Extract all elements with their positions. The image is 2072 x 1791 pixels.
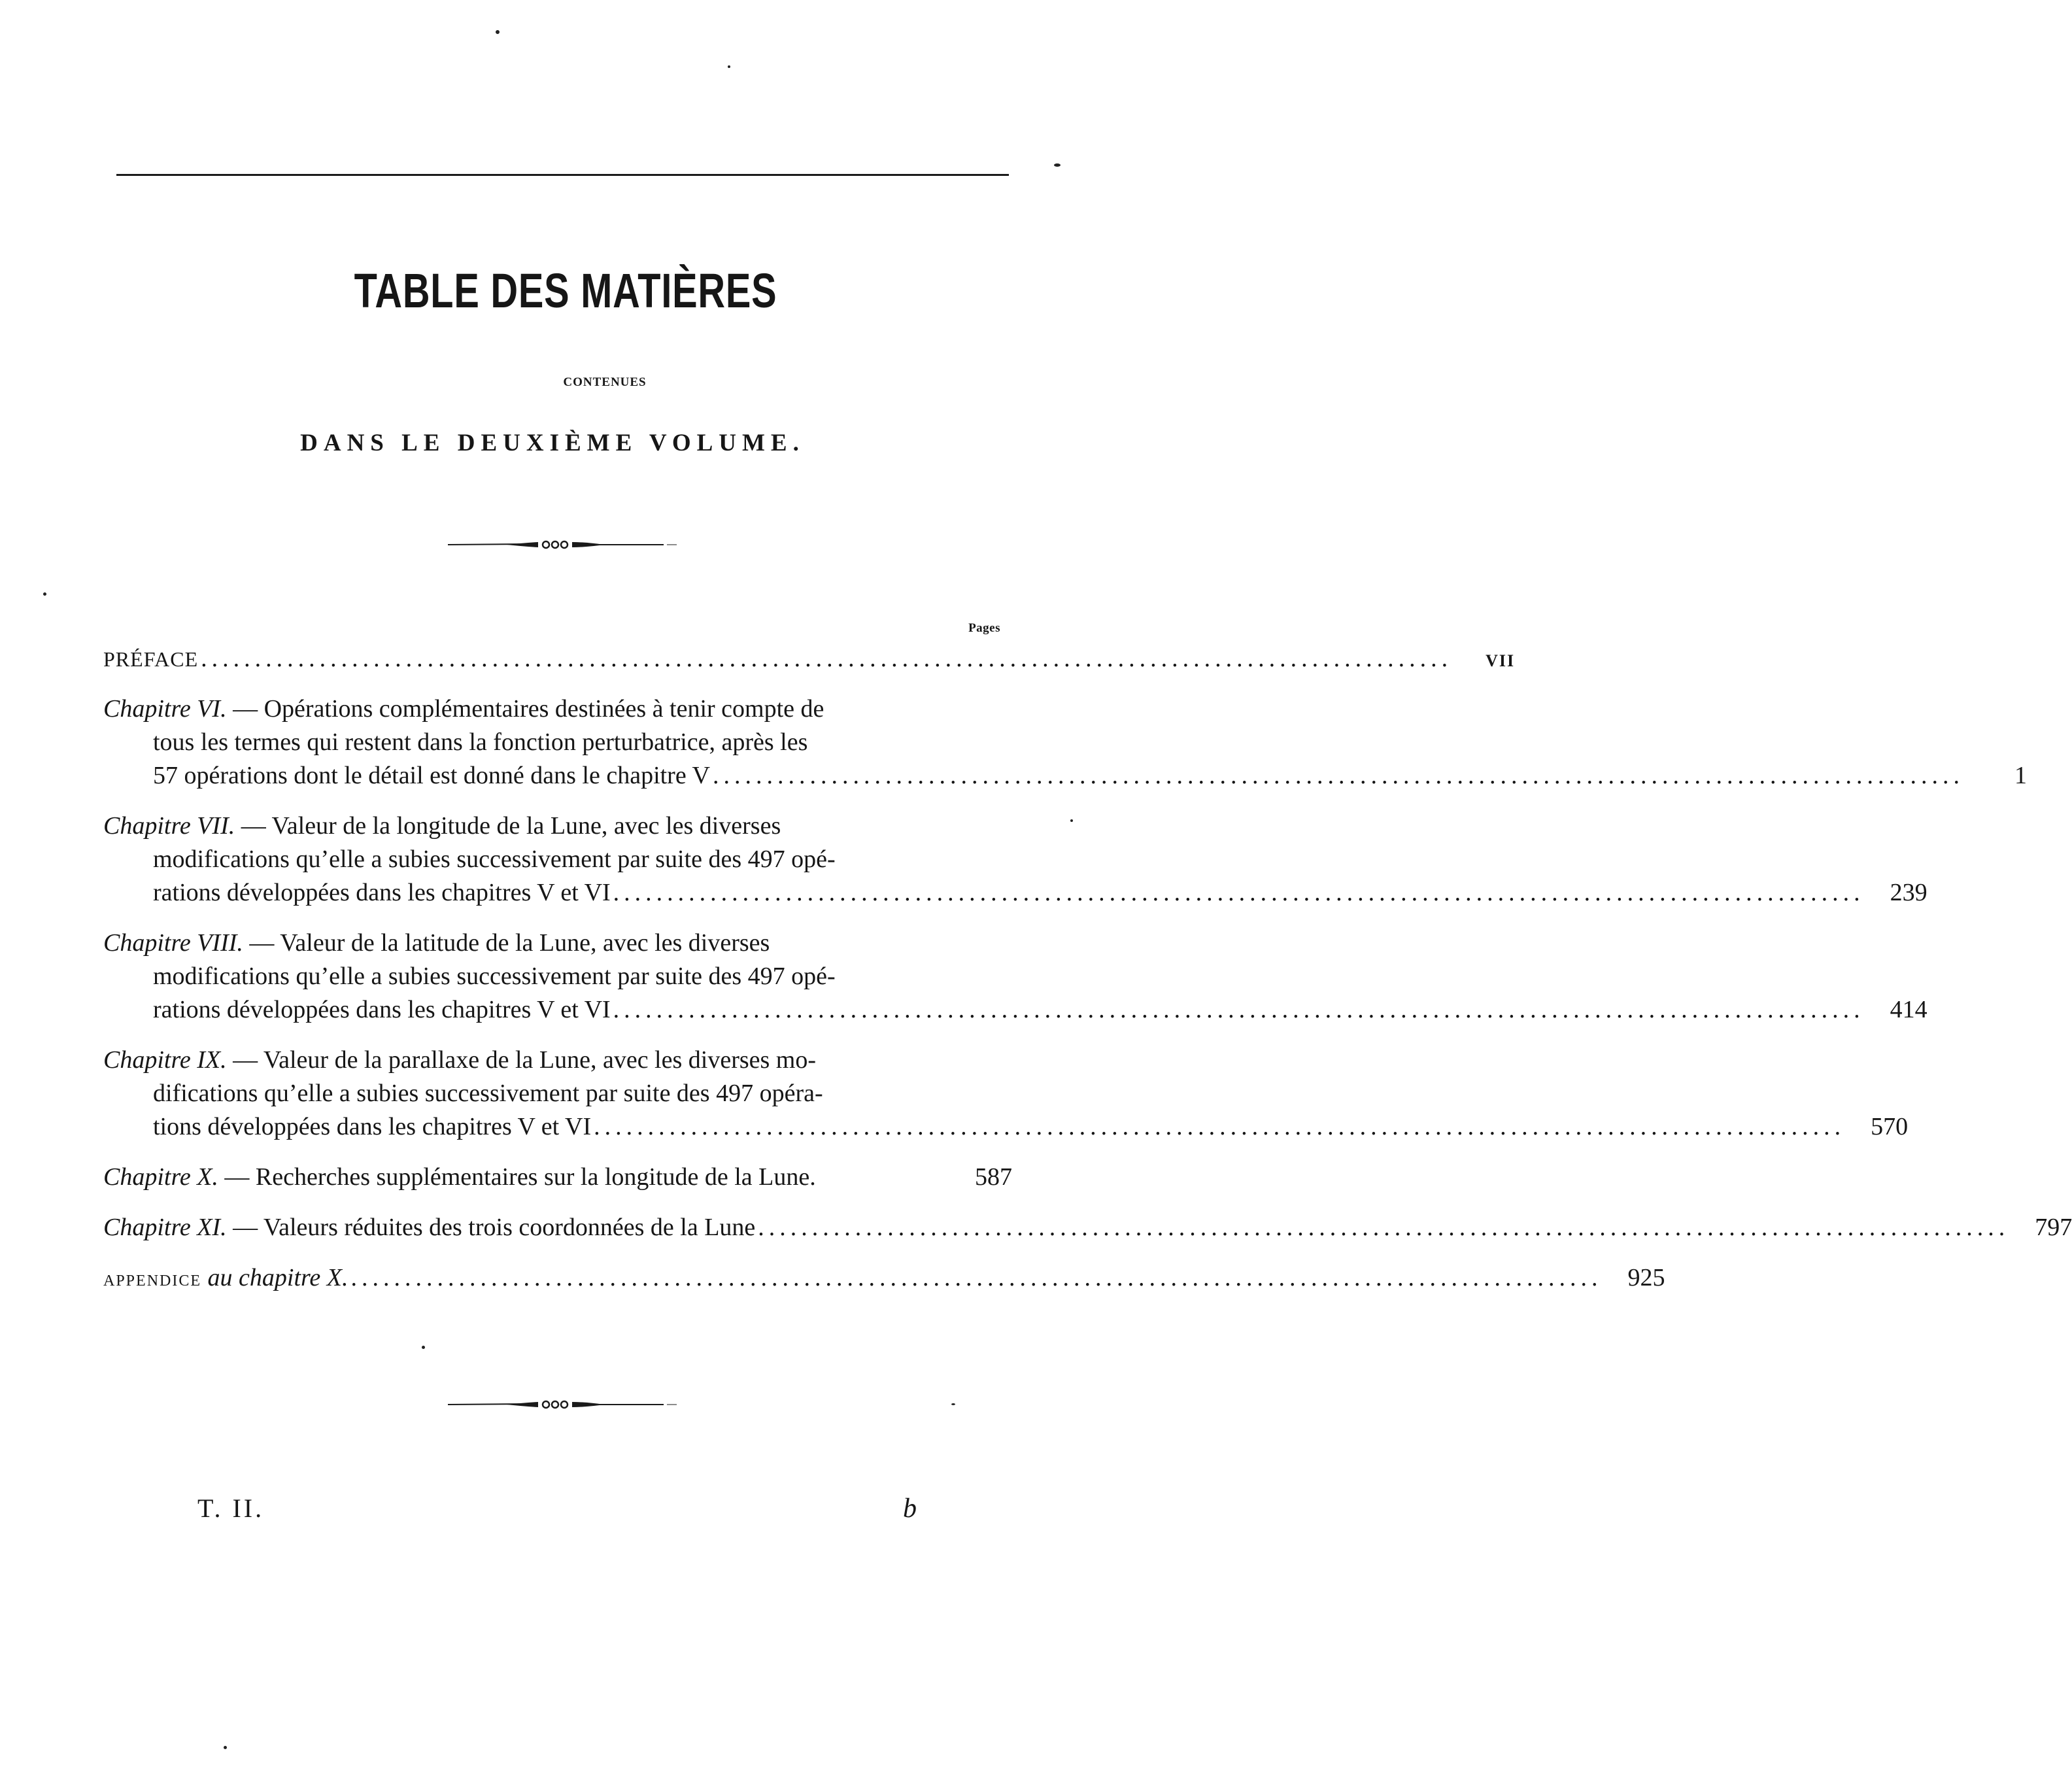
- entry-label: Chapitre VI.: [103, 695, 227, 723]
- entry-page: 570: [1871, 1113, 1909, 1140]
- toc-entry-appendice[interactable]: [103, 1261, 1665, 1295]
- entry-page: 797: [2035, 1214, 2072, 1241]
- scan-speck: [422, 1346, 425, 1349]
- dot-leader: ....................................................................................................................: [613, 879, 1865, 906]
- entry-page: 925: [1627, 1264, 1665, 1291]
- dot-leader: ....................................................................................................................: [613, 996, 1865, 1023]
- entry-text-line: — Valeurs réduites des trois coordonnées de la Lune: [233, 1214, 756, 1241]
- toc-entry-preface[interactable]: [103, 642, 1516, 675]
- toc-entry-chapitre-ix[interactable]: [103, 1044, 1909, 1144]
- dot-leader: ....................................................................................................................: [201, 645, 1453, 672]
- ornament-divider-icon: [428, 1395, 677, 1414]
- entry-label: APPENDICE: [103, 1272, 202, 1289]
- entry-text-line: — Valeur de la longitude de la Lune, avec les diverses: [241, 812, 781, 840]
- toc-entry-chapitre-viii[interactable]: [103, 927, 1928, 1027]
- dot-leader: ....................................................................................................................: [712, 762, 1964, 789]
- entry-label: Chapitre X.: [103, 1163, 218, 1191]
- scan-speck: [224, 1746, 227, 1749]
- toc-entry-chapitre-xi[interactable]: [103, 1211, 2072, 1244]
- toc-entry-chapitre-vii[interactable]: [103, 810, 1928, 910]
- table-of-contents: [103, 621, 2072, 1312]
- toc-entry-chapitre-x[interactable]: [103, 1161, 1012, 1194]
- entry-page: 239: [1890, 879, 1928, 906]
- entry-text-line: difications qu’elle a subies successivement par suite des 497 opéra-: [153, 1080, 823, 1107]
- top-rule: [116, 174, 1009, 176]
- entry-text-line: rations développées dans les chapitres V et VI: [153, 996, 611, 1023]
- entry-text-line: — Opérations complémentaires destinées à tenir compte de: [233, 695, 824, 723]
- entry-text-line: — Recherches supplémentaires sur la longitude de la Lune.: [224, 1163, 816, 1191]
- entry-label: PRÉFACE: [103, 647, 199, 671]
- entry-text-line: modifications qu’elle a subies successivement par suite des 497 opé-: [153, 963, 836, 990]
- entry-label: Chapitre VII.: [103, 812, 235, 840]
- page-title: TABLE DES MATIÈRES: [354, 264, 777, 318]
- scan-speck: [728, 65, 730, 68]
- entry-text-line: — Valeur de la parallaxe de la Lune, avec les diverses mo-: [233, 1046, 817, 1074]
- entry-text-line: — Valeur de la latitude de la Lune, avec les diverses: [249, 929, 770, 957]
- entry-text-line: 57 opérations dont le détail est donné dans le chapitre V: [153, 762, 710, 789]
- entry-label: Chapitre IX.: [103, 1046, 227, 1074]
- dot-leader: ....................................................................................................................: [594, 1113, 1846, 1140]
- pages-column-label: Pages: [968, 621, 1000, 635]
- entry-text-line: tions développées dans les chapitres V et VI: [153, 1113, 592, 1140]
- entry-page: 414: [1890, 996, 1928, 1023]
- entry-text-line: tous les termes qui restent dans la fonction perturbatrice, après les: [153, 728, 808, 756]
- scan-speck: [43, 592, 46, 596]
- entry-page: 587: [975, 1163, 1012, 1191]
- subtitle-volume: DANS LE DEUXIÈME VOLUME.: [300, 430, 805, 456]
- ornament-divider-icon: [428, 535, 677, 554]
- entry-label: Chapitre XI.: [103, 1214, 227, 1241]
- signature-mark: b: [903, 1493, 917, 1524]
- entry-suffix: au chapitre X.: [207, 1264, 348, 1291]
- entry-page: VII: [1486, 651, 1516, 670]
- scan-speck: [496, 30, 500, 34]
- volume-marker: T. II.: [197, 1493, 265, 1523]
- scan-speck: [1054, 163, 1061, 167]
- entry-label: Chapitre VIII.: [103, 929, 243, 957]
- scan-speck: [1070, 819, 1073, 822]
- dot-leader: ....................................................................................................................: [350, 1264, 1603, 1291]
- entry-text-line: modifications qu’elle a subies successivement par suite des 497 opé-: [153, 845, 836, 873]
- scan-speck: [951, 1403, 955, 1405]
- subtitle-contenues: CONTENUES: [563, 375, 647, 389]
- dot-leader: ....................................................................................................................: [758, 1214, 2010, 1241]
- entry-text-line: rations développées dans les chapitres V et VI: [153, 879, 611, 906]
- entry-page: 1: [2014, 762, 2027, 789]
- toc-entry-chapitre-vi[interactable]: [103, 692, 2027, 793]
